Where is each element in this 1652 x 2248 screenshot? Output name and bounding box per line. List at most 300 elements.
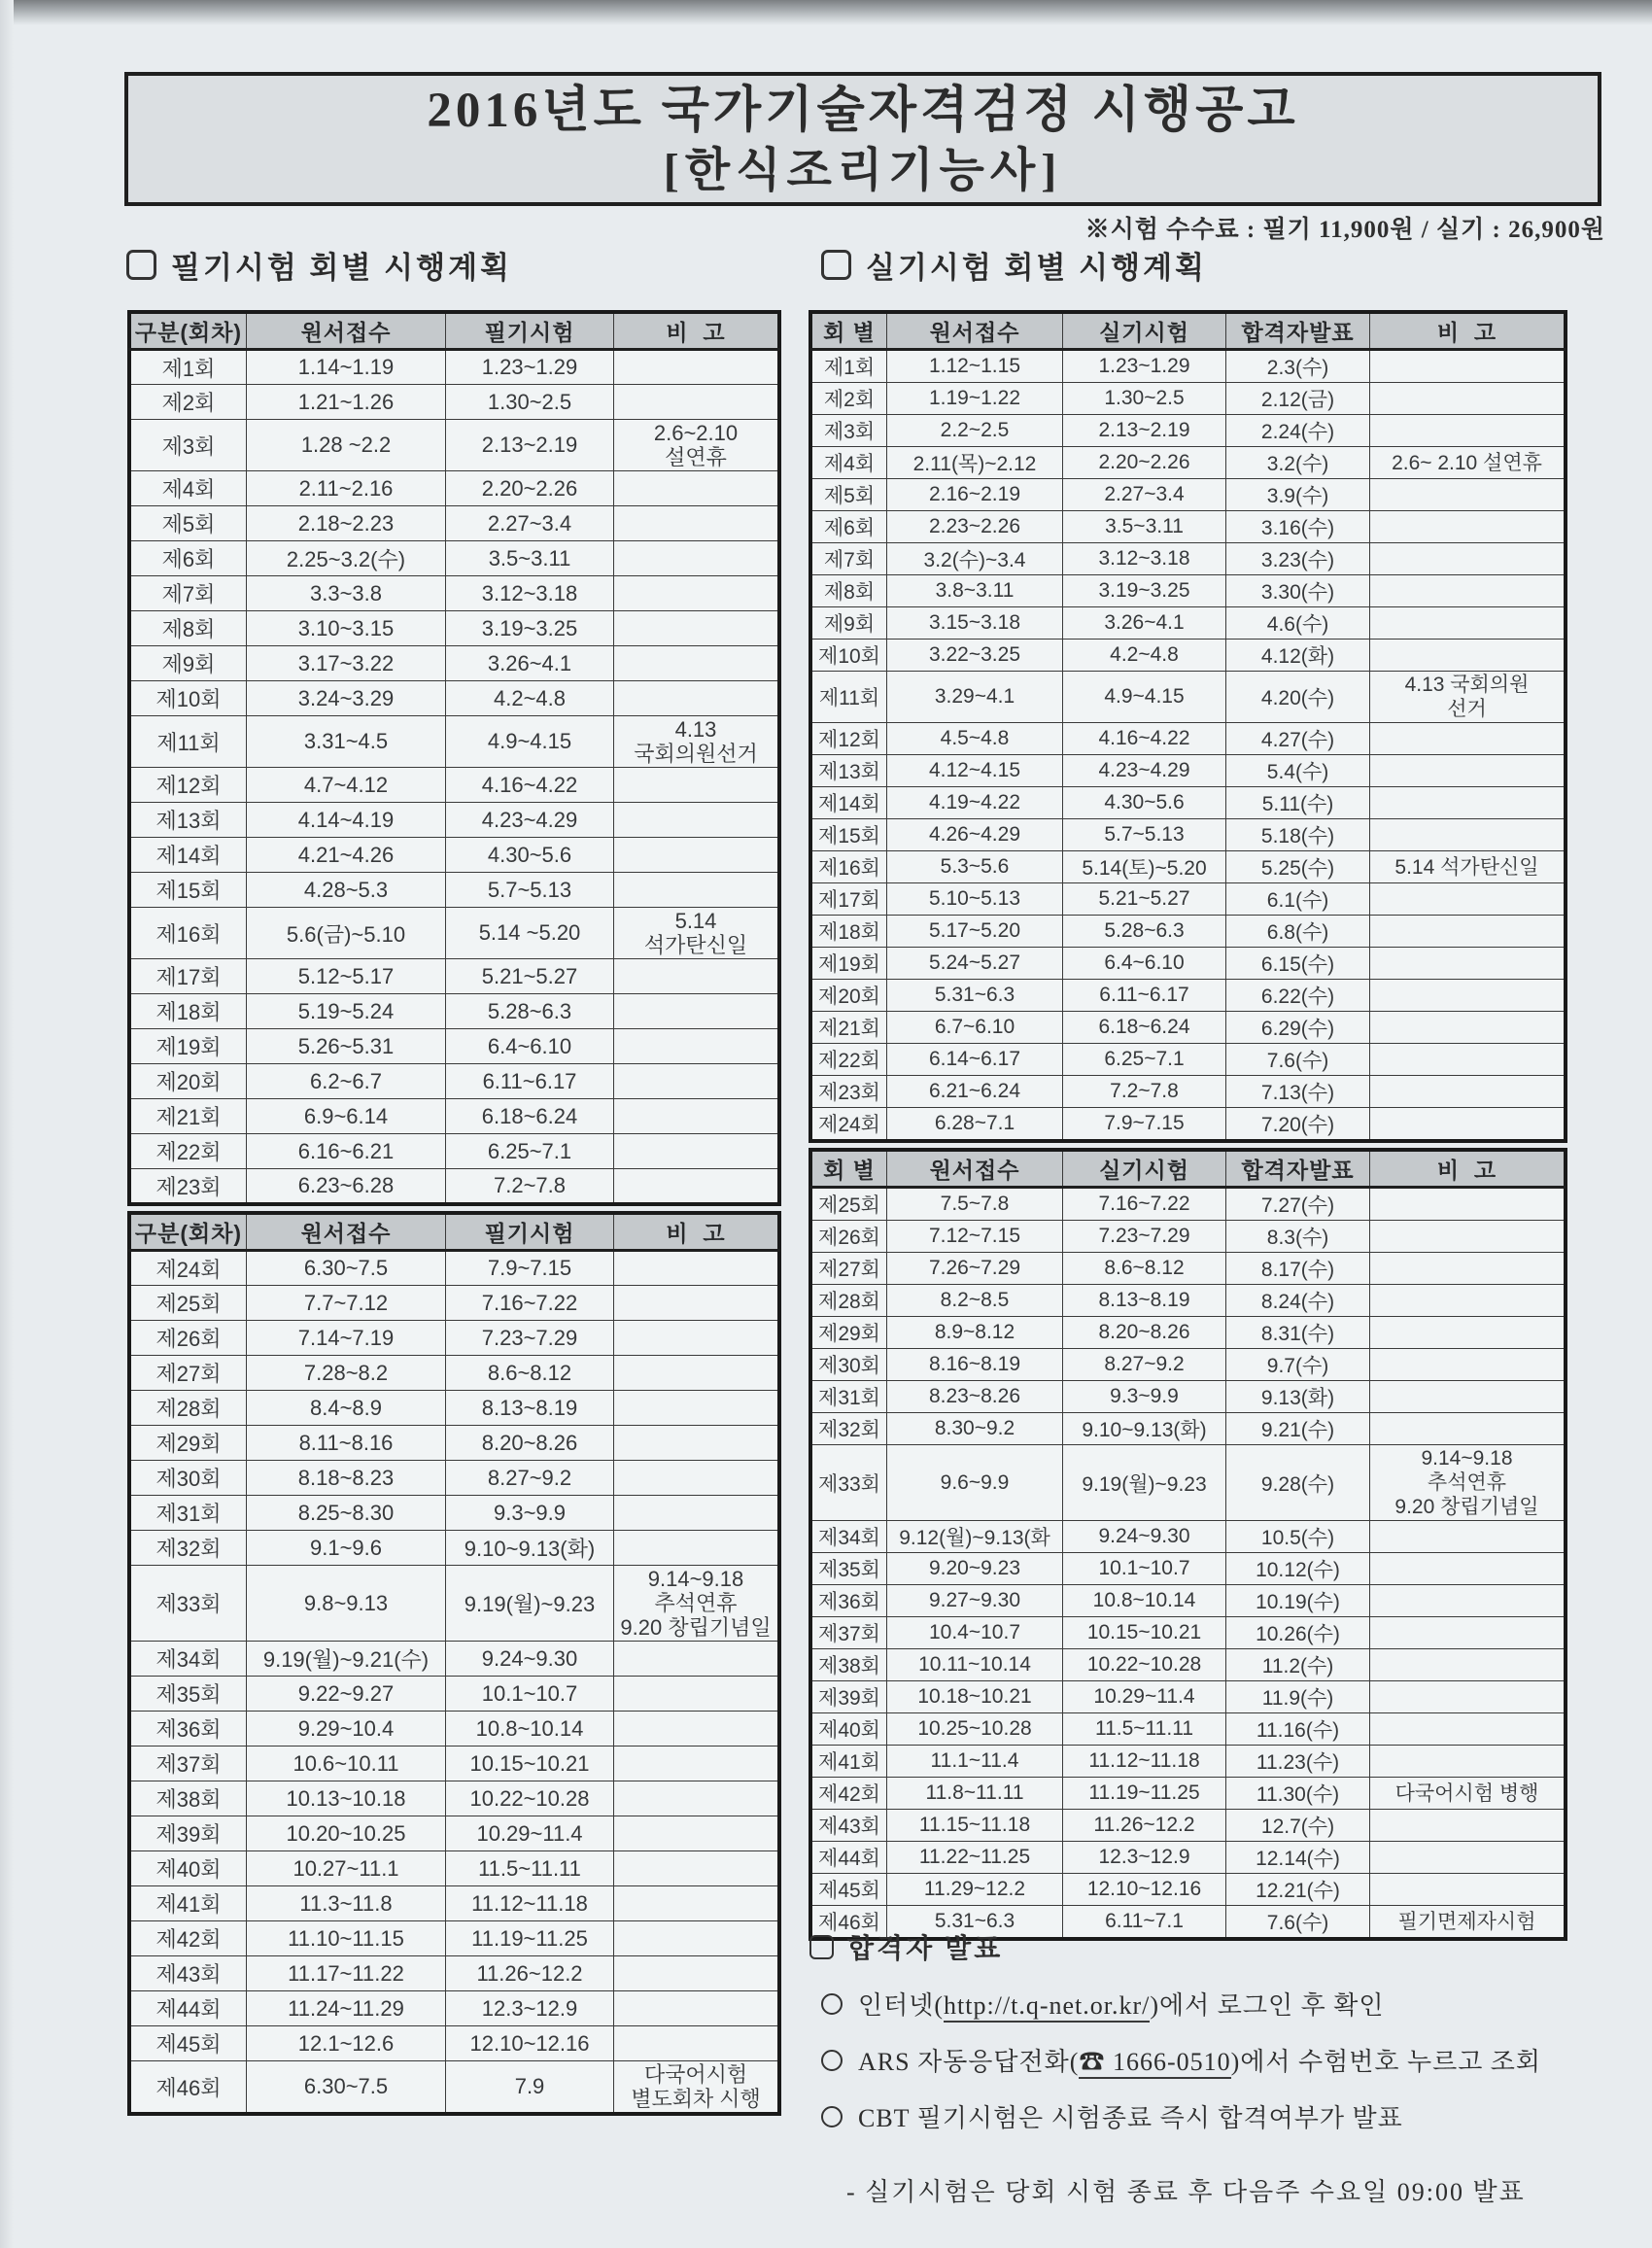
result-cell: 5.4(수) — [1226, 755, 1370, 787]
round-cell: 제28회 — [811, 1285, 887, 1317]
table-row — [811, 851, 1566, 883]
result-cell: 11.23(수) — [1226, 1746, 1370, 1778]
exam-cell: 4.2~4.8 — [446, 681, 614, 716]
note-cell — [614, 838, 779, 873]
round-cell: 제41회 — [811, 1746, 887, 1778]
result-cell: 5.18(수) — [1226, 819, 1370, 851]
written-exam-heading-label: 필기시험 회별 시행계획 — [171, 251, 512, 285]
note-cell — [1370, 511, 1566, 543]
result-cell: 6.22(수) — [1226, 980, 1370, 1012]
written-exam-table — [128, 311, 777, 2115]
exam-cell: 9.3~9.9 — [446, 1496, 614, 1531]
round-cell: 제41회 — [130, 1886, 247, 1921]
announcement-footnote: - 실기시험은 당회 시험 종료 후 다음주 수요일 09:00 발표 — [846, 2178, 1526, 2206]
table-row — [130, 681, 779, 716]
table-row — [811, 575, 1566, 607]
table-row — [130, 873, 779, 908]
announcement-heading — [809, 1927, 1606, 1966]
note-cell — [614, 873, 779, 908]
reg-cell: 9.29~10.4 — [247, 1712, 446, 1747]
round-cell: 제43회 — [811, 1810, 887, 1842]
table-row — [130, 959, 779, 994]
table-row — [811, 607, 1566, 640]
note-cell — [614, 1356, 779, 1391]
reg-cell: 3.3~3.8 — [247, 576, 446, 611]
note-cell: 4.13 국회의원선거 — [614, 716, 779, 768]
reg-cell: 2.11(목)~2.12 — [887, 447, 1063, 479]
result-cell: 2.3(수) — [1226, 350, 1370, 383]
note-cell — [614, 1531, 779, 1566]
round-cell: 제13회 — [811, 755, 887, 787]
scanner-edge-band — [0, 0, 1652, 25]
exam-cell: 11.19~11.25 — [1063, 1778, 1226, 1810]
exam-cell: 4.23~4.29 — [1063, 755, 1226, 787]
reg-cell: 6.23~6.28 — [247, 1169, 446, 1204]
reg-cell: 7.26~7.29 — [887, 1253, 1063, 1285]
exam-cell: 2.27~3.4 — [1063, 479, 1226, 511]
round-cell: 제18회 — [130, 994, 247, 1029]
schedule-table-block — [809, 1149, 1566, 1940]
result-cell: 8.24(수) — [1226, 1285, 1370, 1317]
announcement-item — [821, 2102, 1606, 2135]
column-header: 비 고 — [1370, 1151, 1566, 1188]
reg-cell: 10.25~10.28 — [887, 1713, 1063, 1746]
exam-cell: 9.24~9.30 — [446, 1642, 614, 1677]
round-cell: 제17회 — [811, 883, 887, 916]
note-cell — [614, 1956, 779, 1991]
round-cell: 제26회 — [811, 1221, 887, 1253]
round-cell: 제10회 — [811, 640, 887, 672]
round-cell: 제12회 — [130, 768, 247, 803]
round-cell: 제35회 — [811, 1553, 887, 1585]
round-cell: 제37회 — [130, 1747, 247, 1781]
note-cell — [1370, 1681, 1566, 1713]
exam-cell: 7.9 — [446, 2061, 614, 2114]
table-row — [811, 1874, 1566, 1906]
reg-cell: 11.15~11.18 — [887, 1810, 1063, 1842]
note-cell — [614, 1029, 779, 1064]
round-cell: 제21회 — [130, 1099, 247, 1134]
round-cell: 제14회 — [811, 787, 887, 819]
result-cell: 9.7(수) — [1226, 1349, 1370, 1381]
reg-cell: 8.11~8.16 — [247, 1426, 446, 1461]
column-header: 원서접수 — [887, 1151, 1063, 1188]
reg-cell: 6.2~6.7 — [247, 1064, 446, 1099]
table-row — [811, 447, 1566, 479]
note-cell — [614, 803, 779, 838]
table-row — [130, 1496, 779, 1531]
exam-cell: 9.24~9.30 — [1063, 1521, 1226, 1553]
reg-cell: 11.22~11.25 — [887, 1842, 1063, 1874]
reg-cell: 2.23~2.26 — [887, 511, 1063, 543]
note-cell — [614, 1391, 779, 1426]
reg-cell: 8.4~8.9 — [247, 1391, 446, 1426]
reg-cell: 10.18~10.21 — [887, 1681, 1063, 1713]
exam-cell: 4.30~5.6 — [446, 838, 614, 873]
result-cell: 11.2(수) — [1226, 1649, 1370, 1681]
round-cell: 제1회 — [811, 350, 887, 383]
exam-cell: 7.9~7.15 — [446, 1251, 614, 1286]
round-cell: 제24회 — [811, 1108, 887, 1141]
round-cell: 제8회 — [811, 575, 887, 607]
table-row — [130, 1356, 779, 1391]
exam-cell: 10.15~10.21 — [1063, 1617, 1226, 1649]
round-cell: 제33회 — [811, 1445, 887, 1521]
note-cell — [1370, 543, 1566, 575]
round-cell: 제3회 — [130, 420, 247, 471]
exam-cell: 4.9~4.15 — [1063, 672, 1226, 723]
result-cell: 6.8(수) — [1226, 916, 1370, 948]
reg-cell: 11.24~11.29 — [247, 1991, 446, 2026]
square-bullet-icon — [821, 250, 851, 280]
table-row — [130, 1134, 779, 1169]
exam-cell: 3.12~3.18 — [446, 576, 614, 611]
table-row — [811, 1044, 1566, 1076]
round-cell: 제17회 — [130, 959, 247, 994]
column-header: 비 고 — [1370, 313, 1566, 350]
reg-cell: 10.4~10.7 — [887, 1617, 1063, 1649]
table-row — [130, 1099, 779, 1134]
round-cell: 제44회 — [811, 1842, 887, 1874]
exam-cell: 6.18~6.24 — [446, 1099, 614, 1134]
note-cell — [614, 576, 779, 611]
reg-cell: 7.14~7.19 — [247, 1321, 446, 1356]
note-cell — [614, 1461, 779, 1496]
table-row — [130, 768, 779, 803]
exam-cell: 4.9~4.15 — [446, 716, 614, 768]
reg-cell: 4.19~4.22 — [887, 787, 1063, 819]
reg-cell: 9.12(월)~9.13(화 — [887, 1521, 1063, 1553]
schedule-table-block — [128, 311, 780, 1205]
table-row — [811, 819, 1566, 851]
exam-cell: 1.30~2.5 — [446, 385, 614, 420]
note-cell — [1370, 1317, 1566, 1349]
result-cell: 3.30(수) — [1226, 575, 1370, 607]
table-row — [130, 1816, 779, 1851]
column-header: 구분(회차) — [130, 313, 247, 350]
reg-cell: 4.28~5.3 — [247, 873, 446, 908]
note-cell — [614, 646, 779, 681]
round-cell: 제14회 — [130, 838, 247, 873]
round-cell: 제27회 — [811, 1253, 887, 1285]
round-cell: 제39회 — [811, 1681, 887, 1713]
note-cell — [614, 350, 779, 385]
result-cell: 6.15(수) — [1226, 948, 1370, 980]
exam-cell: 7.2~7.8 — [1063, 1076, 1226, 1108]
round-cell: 제18회 — [811, 916, 887, 948]
table-row — [811, 640, 1566, 672]
circle-bullet-icon — [821, 2106, 843, 2127]
round-cell: 제25회 — [811, 1188, 887, 1221]
table-row — [130, 541, 779, 576]
note-cell — [1370, 607, 1566, 640]
reg-cell: 5.31~6.3 — [887, 980, 1063, 1012]
round-cell: 제29회 — [811, 1317, 887, 1349]
round-cell: 제42회 — [130, 1921, 247, 1956]
round-cell: 제19회 — [811, 948, 887, 980]
table-row — [130, 1531, 779, 1566]
exam-cell: 9.10~9.13(화) — [446, 1531, 614, 1566]
exam-cell: 3.26~4.1 — [1063, 607, 1226, 640]
column-header: 비 고 — [614, 1214, 779, 1251]
note-cell — [1370, 479, 1566, 511]
note-cell — [614, 506, 779, 541]
square-bullet-icon — [809, 1935, 834, 1959]
reg-cell: 9.27~9.30 — [887, 1585, 1063, 1617]
document-title: 2016년도 국가기술자격검정 시행공고 — [427, 84, 1299, 138]
exam-cell: 1.23~1.29 — [446, 350, 614, 385]
header-row — [130, 1214, 779, 1251]
note-cell — [614, 768, 779, 803]
exam-cell: 6.11~6.17 — [446, 1064, 614, 1099]
reg-cell: 11.1~11.4 — [887, 1746, 1063, 1778]
result-cell: 11.30(수) — [1226, 1778, 1370, 1810]
result-cell: 4.6(수) — [1226, 607, 1370, 640]
note-cell: 9.14~9.18 추석연휴 9.20 창립기념일 — [614, 1566, 779, 1642]
result-announcement-section — [809, 1927, 1606, 2208]
announcement-item-text: CBT 필기시험은 시험종료 즉시 합격여부가 발표 — [858, 2104, 1403, 2132]
table-row — [811, 543, 1566, 575]
table-row — [811, 1585, 1566, 1617]
note-cell: 다국어시험 병행 — [1370, 1778, 1566, 1810]
result-cell: 12.14(수) — [1226, 1842, 1370, 1874]
table-row — [130, 350, 779, 385]
table-row — [811, 479, 1566, 511]
reg-cell: 6.7~6.10 — [887, 1012, 1063, 1044]
round-cell: 제7회 — [130, 576, 247, 611]
exam-cell: 5.21~5.27 — [446, 959, 614, 994]
column-header: 회 별 — [811, 313, 887, 350]
table-row — [811, 755, 1566, 787]
round-cell: 제27회 — [130, 1356, 247, 1391]
table-row — [811, 415, 1566, 447]
note-cell — [1370, 1649, 1566, 1681]
round-cell: 제15회 — [130, 873, 247, 908]
exam-cell: 7.9~7.15 — [1063, 1108, 1226, 1141]
reg-cell: 5.31~6.3 — [887, 1906, 1063, 1939]
note-cell — [1370, 575, 1566, 607]
table-row — [811, 350, 1566, 383]
table-row — [811, 1349, 1566, 1381]
exam-cell: 11.26~12.2 — [446, 1956, 614, 1991]
note-cell: 필기면제자시험 — [1370, 1906, 1566, 1939]
result-cell: 11.16(수) — [1226, 1713, 1370, 1746]
table-row — [130, 994, 779, 1029]
header-row — [811, 313, 1566, 350]
reg-cell: 10.11~10.14 — [887, 1649, 1063, 1681]
exam-cell: 3.19~3.25 — [446, 611, 614, 646]
reg-cell: 4.5~4.8 — [887, 723, 1063, 755]
note-cell — [614, 1286, 779, 1321]
exam-cell: 7.16~7.22 — [1063, 1188, 1226, 1221]
note-cell — [1370, 1044, 1566, 1076]
result-cell: 10.19(수) — [1226, 1585, 1370, 1617]
exam-cell: 10.29~11.4 — [1063, 1681, 1226, 1713]
header-row — [130, 313, 779, 350]
exam-cell: 9.3~9.9 — [1063, 1381, 1226, 1413]
result-cell: 4.27(수) — [1226, 723, 1370, 755]
table-row — [130, 1851, 779, 1886]
reg-cell: 3.15~3.18 — [887, 607, 1063, 640]
result-cell: 4.20(수) — [1226, 672, 1370, 723]
scanner-left-shadow — [0, 0, 14, 2248]
exam-cell: 4.16~4.22 — [1063, 723, 1226, 755]
note-cell — [1370, 1585, 1566, 1617]
table-row — [130, 2026, 779, 2061]
exam-cell: 3.12~3.18 — [1063, 543, 1226, 575]
round-cell: 제2회 — [130, 385, 247, 420]
exam-cell: 8.13~8.19 — [446, 1391, 614, 1426]
exam-cell: 12.3~12.9 — [1063, 1842, 1226, 1874]
round-cell: 제45회 — [130, 2026, 247, 2061]
reg-cell: 6.30~7.5 — [247, 1251, 446, 1286]
exam-fee-note: ※시험 수수료 : 필기 11,900원 / 실기 : 26,900원 — [1084, 217, 1605, 243]
table-row — [811, 1617, 1566, 1649]
exam-cell: 1.23~1.29 — [1063, 350, 1226, 383]
exam-cell: 2.13~2.19 — [1063, 415, 1226, 447]
result-cell: 7.6(수) — [1226, 1044, 1370, 1076]
note-cell — [1370, 1746, 1566, 1778]
note-cell — [1370, 1188, 1566, 1221]
reg-cell: 2.16~2.19 — [887, 479, 1063, 511]
exam-cell: 10.15~10.21 — [446, 1747, 614, 1781]
reg-cell: 9.8~9.13 — [247, 1566, 446, 1642]
reg-cell: 7.28~8.2 — [247, 1356, 446, 1391]
table-row — [811, 1842, 1566, 1874]
reg-cell: 3.2(수)~3.4 — [887, 543, 1063, 575]
note-cell: 4.13 국회의원 선거 — [1370, 672, 1566, 723]
exam-cell: 5.28~6.3 — [1063, 916, 1226, 948]
exam-cell: 6.25~7.1 — [446, 1134, 614, 1169]
reg-cell: 9.20~9.23 — [887, 1553, 1063, 1585]
note-cell — [1370, 916, 1566, 948]
reg-cell: 6.21~6.24 — [887, 1076, 1063, 1108]
reg-cell: 8.25~8.30 — [247, 1496, 446, 1531]
exam-cell: 4.23~4.29 — [446, 803, 614, 838]
exam-cell: 8.6~8.12 — [1063, 1253, 1226, 1285]
exam-cell: 9.19(월)~9.23 — [1063, 1445, 1226, 1521]
exam-cell: 8.20~8.26 — [446, 1426, 614, 1461]
reg-cell: 1.14~1.19 — [247, 350, 446, 385]
round-cell: 제2회 — [811, 383, 887, 415]
table-row — [811, 1076, 1566, 1108]
result-cell: 4.12(화) — [1226, 640, 1370, 672]
reg-cell: 10.13~10.18 — [247, 1781, 446, 1816]
written-exam-section-heading — [126, 243, 512, 287]
table-row — [130, 1991, 779, 2026]
table-row — [811, 1253, 1566, 1285]
note-cell — [1370, 383, 1566, 415]
reg-cell: 3.8~3.11 — [887, 575, 1063, 607]
note-cell — [1370, 1012, 1566, 1044]
note-cell — [614, 1251, 779, 1286]
reg-cell: 6.9~6.14 — [247, 1099, 446, 1134]
reg-cell: 4.12~4.15 — [887, 755, 1063, 787]
result-cell: 9.13(화) — [1226, 1381, 1370, 1413]
note-cell — [614, 1677, 779, 1712]
practical-exam-heading-label: 실기시험 회별 시행계획 — [866, 251, 1207, 285]
round-cell: 제12회 — [811, 723, 887, 755]
reg-cell: 5.24~5.27 — [887, 948, 1063, 980]
note-cell — [1370, 1221, 1566, 1253]
reg-cell: 4.26~4.29 — [887, 819, 1063, 851]
reg-cell: 10.27~11.1 — [247, 1851, 446, 1886]
note-cell — [1370, 1713, 1566, 1746]
note-cell — [1370, 1874, 1566, 1906]
exam-cell: 6.4~6.10 — [446, 1029, 614, 1064]
note-cell — [1370, 1553, 1566, 1585]
table-row — [130, 1781, 779, 1816]
reg-cell: 11.17~11.22 — [247, 1956, 446, 1991]
table-row — [130, 646, 779, 681]
note-cell — [614, 385, 779, 420]
announcement-items — [809, 1989, 1606, 2135]
reg-cell: 10.6~10.11 — [247, 1747, 446, 1781]
note-cell — [614, 1816, 779, 1851]
table-row — [811, 1746, 1566, 1778]
column-header: 원서접수 — [247, 1214, 446, 1251]
round-cell: 제33회 — [130, 1566, 247, 1642]
announcement-item-text: ARS 자동응답전화(☎ 1666-0510)에서 수험번호 누르고 조회 — [858, 2046, 1541, 2079]
table-row — [811, 1221, 1566, 1253]
note-cell — [1370, 1381, 1566, 1413]
announcement-item-text: 인터넷(http://t.q-net.or.kr/)에서 로그인 후 확인 — [858, 1989, 1384, 2023]
table-row — [130, 1169, 779, 1204]
table-row — [811, 1188, 1566, 1221]
exam-cell: 10.8~10.14 — [1063, 1585, 1226, 1617]
reg-cell: 6.14~6.17 — [887, 1044, 1063, 1076]
note-cell — [614, 1747, 779, 1781]
result-cell: 11.9(수) — [1226, 1681, 1370, 1713]
round-cell: 제29회 — [130, 1426, 247, 1461]
exam-cell: 7.23~7.29 — [446, 1321, 614, 1356]
exam-cell: 11.12~11.18 — [1063, 1746, 1226, 1778]
column-header: 회 별 — [811, 1151, 887, 1188]
reg-cell: 8.30~9.2 — [887, 1413, 1063, 1445]
practical-exam-section-heading — [821, 243, 1207, 287]
exam-cell: 10.22~10.28 — [446, 1781, 614, 1816]
round-cell: 제34회 — [130, 1642, 247, 1677]
table-row — [130, 1286, 779, 1321]
round-cell: 제44회 — [130, 1991, 247, 2026]
round-cell: 제31회 — [130, 1496, 247, 1531]
table-row — [130, 1712, 779, 1747]
note-cell — [614, 1781, 779, 1816]
reg-cell: 11.3~11.8 — [247, 1886, 446, 1921]
column-header: 비 고 — [614, 313, 779, 350]
reg-cell: 3.22~3.25 — [887, 640, 1063, 672]
table-row — [130, 1956, 779, 1991]
note-cell — [614, 1712, 779, 1747]
note-cell — [614, 1064, 779, 1099]
announcement-item — [821, 2046, 1606, 2079]
column-header: 필기시험 — [446, 1214, 614, 1251]
exam-cell: 6.4~6.10 — [1063, 948, 1226, 980]
round-cell: 제39회 — [130, 1816, 247, 1851]
note-cell — [1370, 723, 1566, 755]
round-cell: 제20회 — [130, 1064, 247, 1099]
round-cell: 제45회 — [811, 1874, 887, 1906]
reg-cell: 3.29~4.1 — [887, 672, 1063, 723]
round-cell: 제30회 — [811, 1349, 887, 1381]
round-cell: 제16회 — [811, 851, 887, 883]
reg-cell: 3.17~3.22 — [247, 646, 446, 681]
exam-cell: 11.26~12.2 — [1063, 1810, 1226, 1842]
table-row — [130, 803, 779, 838]
reg-cell: 5.3~5.6 — [887, 851, 1063, 883]
table-row — [130, 506, 779, 541]
round-cell: 제6회 — [130, 541, 247, 576]
